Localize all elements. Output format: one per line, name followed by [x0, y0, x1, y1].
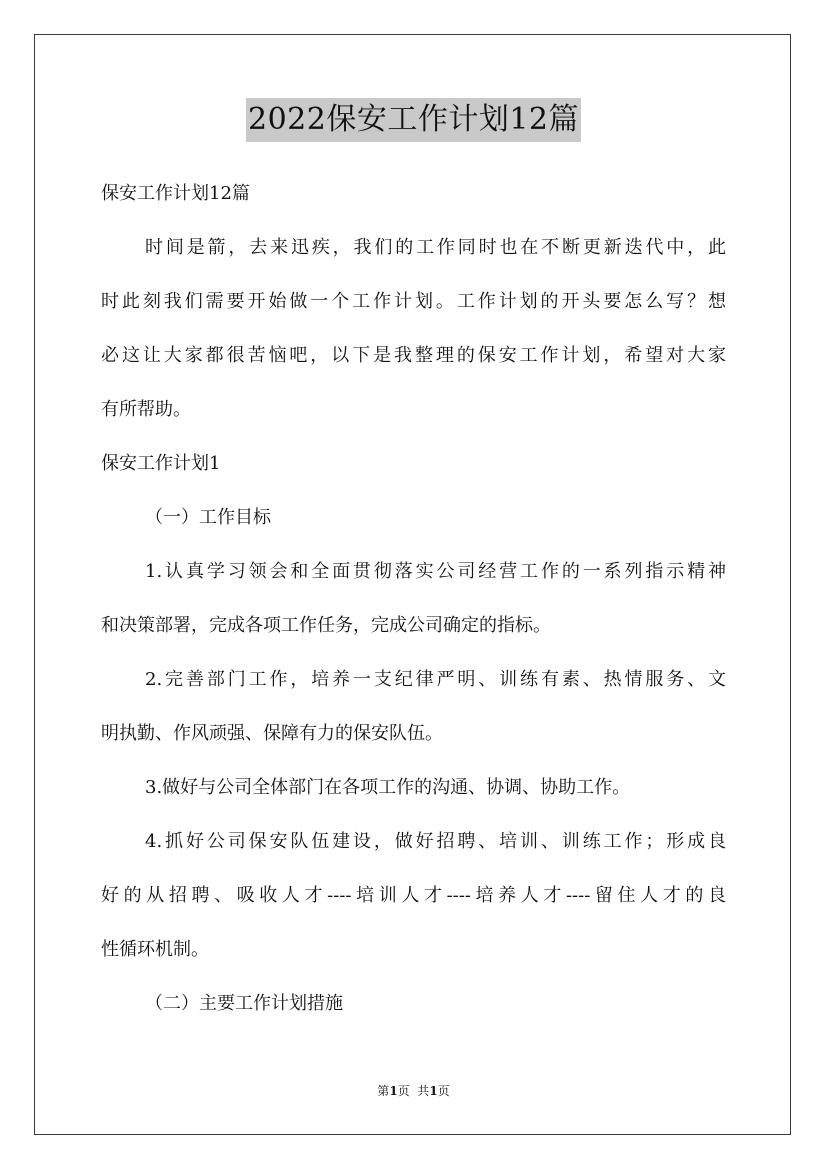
item-4-line-3: 性循环机制。 — [101, 939, 209, 960]
item-4-line-2: 好的从招聘、吸收人才----培训人才----培养人才----留住人才的良 — [101, 885, 726, 906]
part1-heading: （一）工作目标 — [145, 507, 271, 528]
intro-line-3: 必这让大家都很苦恼吧，以下是我整理的保安工作计划，希望对大家 — [101, 345, 726, 366]
intro-line-1: 时间是箭，去来迅疾，我们的工作同时也在不断更新迭代中，此 — [145, 237, 726, 258]
item-2-line-1: 2.完善部门工作，培养一支纪律严明、训练有素、热情服务、文 — [145, 669, 726, 690]
item-2-line-2: 明执勤、作风顽强、保障有力的保安队伍。 — [101, 723, 443, 744]
footer-page-number: 1 — [389, 1084, 398, 1098]
part2-heading: （二）主要工作计划措施 — [145, 993, 343, 1014]
section-heading: 保安工作计划1 — [101, 453, 221, 474]
document-title: 2022保安工作计划12篇 — [246, 98, 581, 142]
footer-suffix: 页 — [437, 1084, 450, 1098]
item-1-line-1: 1.认真学习领会和全面贯彻落实公司经营工作的一系列指示精神 — [145, 561, 726, 582]
footer-mid: 页 共 — [397, 1084, 430, 1098]
intro-line-2: 时此刻我们需要开始做一个工作计划。工作计划的开头要怎么写？想 — [101, 291, 726, 312]
footer-total-pages: 1 — [429, 1084, 438, 1098]
page-footer — [0, 1083, 827, 1099]
item-4-line-1: 4.抓好公司保安队伍建设，做好招聘、培训、训练工作；形成良 — [145, 831, 726, 852]
footer-prefix: 第 — [377, 1084, 390, 1098]
document-subtitle: 保安工作计划12篇 — [101, 183, 250, 204]
intro-line-4: 有所帮助。 — [101, 399, 191, 420]
item-1-line-2: 和决策部署，完成各项工作任务，完成公司确定的指标。 — [101, 615, 551, 636]
item-3-line-1: 3.做好与公司全体部门在各项工作的沟通、协调、协助工作。 — [145, 777, 631, 798]
